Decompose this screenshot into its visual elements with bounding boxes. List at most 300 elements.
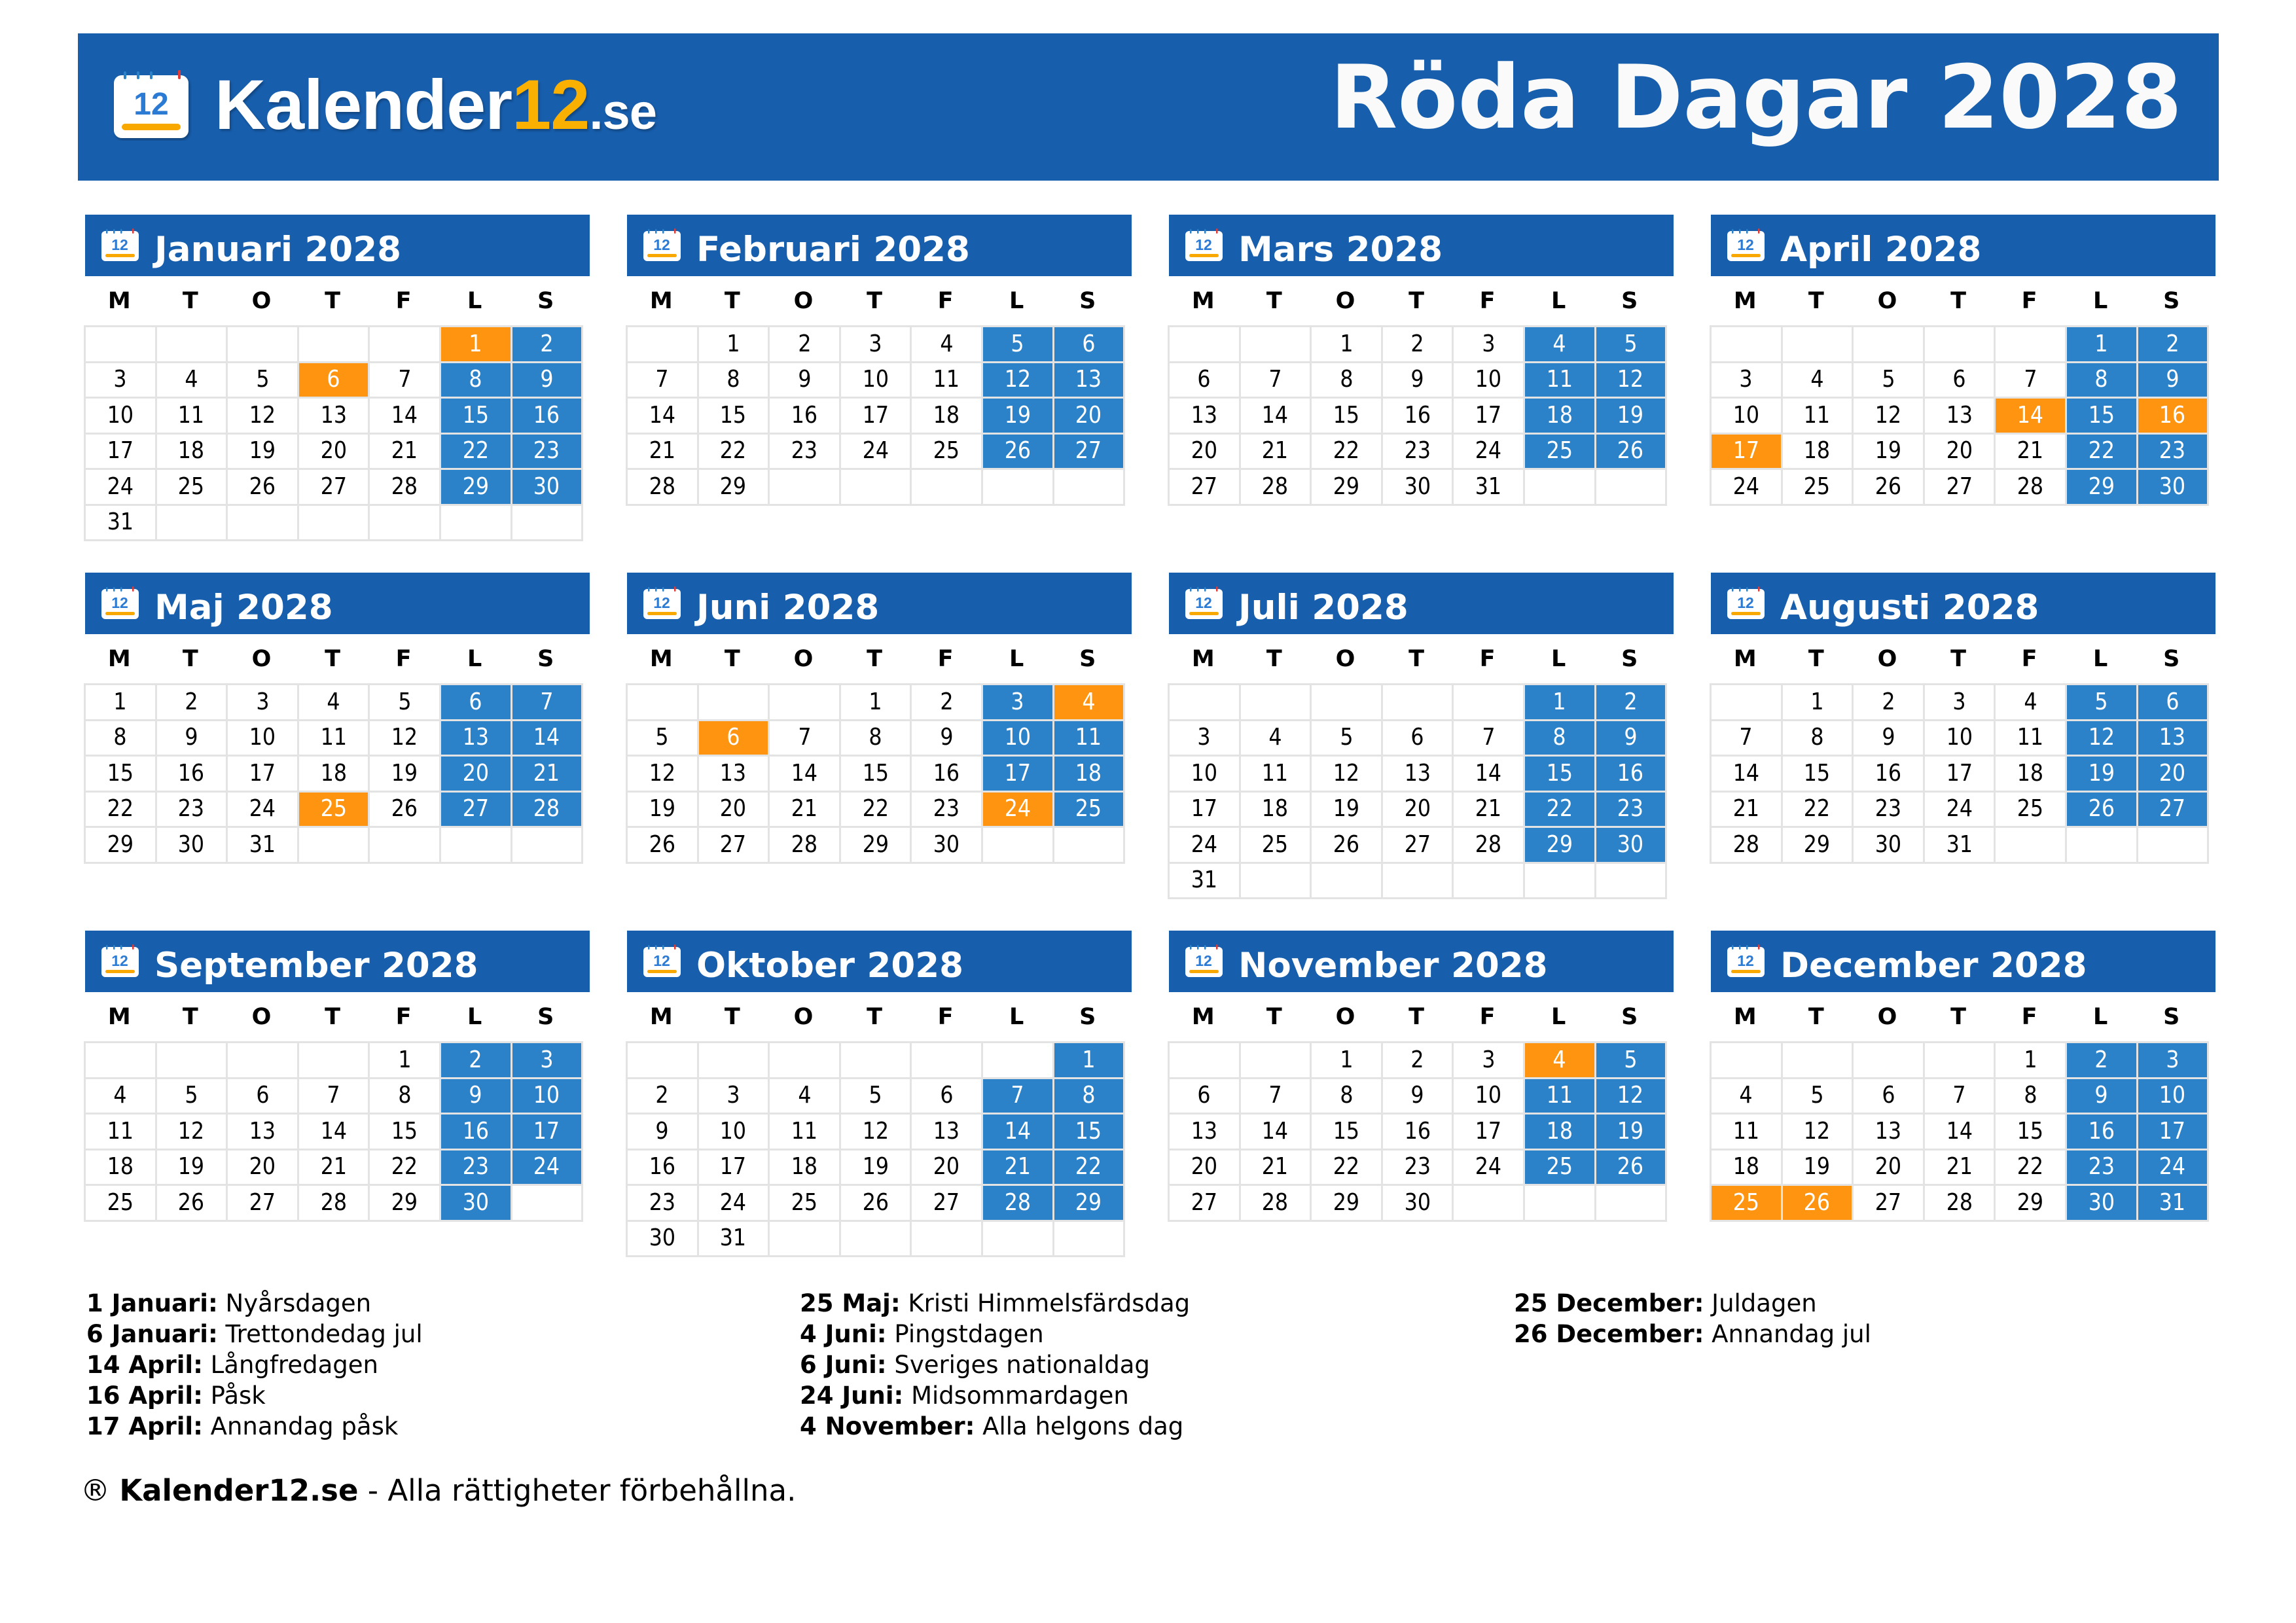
holiday-day-cell[interactable] <box>1783 1186 1852 1220</box>
day-cell[interactable] <box>1312 470 1381 504</box>
weekend-day-cell[interactable] <box>983 757 1052 791</box>
holiday-day-cell[interactable] <box>441 327 511 361</box>
weekend-day-cell[interactable] <box>1525 685 1594 719</box>
day-cell[interactable] <box>912 685 981 719</box>
weekend-day-cell[interactable] <box>2067 1115 2136 1149</box>
day-cell[interactable] <box>912 1186 981 1220</box>
day-cell[interactable] <box>1996 1186 2065 1220</box>
day-cell[interactable] <box>841 399 910 433</box>
day-cell[interactable] <box>1925 399 1994 433</box>
weekend-day-cell[interactable] <box>512 1150 582 1185</box>
day-cell[interactable] <box>228 1079 297 1113</box>
weekend-day-cell[interactable] <box>2067 1150 2136 1185</box>
weekend-day-cell[interactable] <box>983 363 1052 397</box>
day-cell[interactable] <box>1383 1186 1452 1220</box>
day-cell[interactable] <box>1996 1115 2065 1149</box>
day-cell[interactable] <box>841 363 910 397</box>
day-cell[interactable] <box>1854 1115 1923 1149</box>
day-cell[interactable] <box>1783 470 1852 504</box>
weekend-day-cell[interactable] <box>441 1186 511 1220</box>
weekend-day-cell[interactable] <box>512 757 582 791</box>
day-cell[interactable] <box>299 1150 368 1185</box>
weekend-day-cell[interactable] <box>1054 1115 1124 1149</box>
day-cell[interactable] <box>628 363 697 397</box>
day-cell[interactable] <box>1241 793 1310 827</box>
weekend-day-cell[interactable] <box>1054 1043 1124 1077</box>
holiday-day-cell[interactable] <box>983 793 1052 827</box>
day-cell[interactable] <box>1712 721 1781 755</box>
day-cell[interactable] <box>86 1115 155 1149</box>
day-cell[interactable] <box>228 721 297 755</box>
day-cell[interactable] <box>1996 685 2065 719</box>
weekend-day-cell[interactable] <box>2067 793 2136 827</box>
weekend-day-cell[interactable] <box>1596 793 1666 827</box>
day-cell[interactable] <box>370 721 439 755</box>
day-cell[interactable] <box>1854 1079 1923 1113</box>
day-cell[interactable] <box>157 1186 226 1220</box>
weekend-day-cell[interactable] <box>512 327 582 361</box>
weekend-day-cell[interactable] <box>512 793 582 827</box>
day-cell[interactable] <box>1312 1186 1381 1220</box>
day-cell[interactable] <box>86 793 155 827</box>
day-cell[interactable] <box>228 1186 297 1220</box>
day-cell[interactable] <box>1854 828 1923 862</box>
day-cell[interactable] <box>1996 363 2065 397</box>
day-cell[interactable] <box>1454 327 1523 361</box>
weekend-day-cell[interactable] <box>441 685 511 719</box>
weekend-day-cell[interactable] <box>1054 721 1124 755</box>
day-cell[interactable] <box>370 435 439 469</box>
day-cell[interactable] <box>912 721 981 755</box>
weekend-day-cell[interactable] <box>512 1079 582 1113</box>
weekend-day-cell[interactable] <box>1054 1150 1124 1185</box>
day-cell[interactable] <box>1925 721 1994 755</box>
weekend-day-cell[interactable] <box>1054 757 1124 791</box>
weekend-day-cell[interactable] <box>512 1043 582 1077</box>
day-cell[interactable] <box>1854 399 1923 433</box>
weekend-day-cell[interactable] <box>1525 828 1594 862</box>
day-cell[interactable] <box>699 1150 768 1185</box>
day-cell[interactable] <box>912 435 981 469</box>
day-cell[interactable] <box>1241 1079 1310 1113</box>
day-cell[interactable] <box>1783 1115 1852 1149</box>
day-cell[interactable] <box>157 363 226 397</box>
weekend-day-cell[interactable] <box>1596 363 1666 397</box>
day-cell[interactable] <box>1383 399 1452 433</box>
weekend-day-cell[interactable] <box>441 1150 511 1185</box>
day-cell[interactable] <box>1241 828 1310 862</box>
day-cell[interactable] <box>770 721 839 755</box>
day-cell[interactable] <box>699 793 768 827</box>
day-cell[interactable] <box>1383 721 1452 755</box>
day-cell[interactable] <box>1783 363 1852 397</box>
day-cell[interactable] <box>1854 793 1923 827</box>
day-cell[interactable] <box>1783 721 1852 755</box>
day-cell[interactable] <box>86 506 155 540</box>
site-logo[interactable] <box>215 65 656 144</box>
day-cell[interactable] <box>1712 793 1781 827</box>
day-cell[interactable] <box>770 327 839 361</box>
day-cell[interactable] <box>1712 470 1781 504</box>
day-cell[interactable] <box>628 1079 697 1113</box>
day-cell[interactable] <box>370 757 439 791</box>
day-cell[interactable] <box>1925 435 1994 469</box>
day-cell[interactable] <box>370 1150 439 1185</box>
day-cell[interactable] <box>699 399 768 433</box>
day-cell[interactable] <box>1925 685 1994 719</box>
weekend-day-cell[interactable] <box>1525 757 1594 791</box>
weekend-day-cell[interactable] <box>2067 1079 2136 1113</box>
day-cell[interactable] <box>912 399 981 433</box>
day-cell[interactable] <box>1925 470 1994 504</box>
weekend-day-cell[interactable] <box>2067 721 2136 755</box>
day-cell[interactable] <box>1854 1150 1923 1185</box>
day-cell[interactable] <box>1241 399 1310 433</box>
day-cell[interactable] <box>370 685 439 719</box>
day-cell[interactable] <box>628 470 697 504</box>
weekend-day-cell[interactable] <box>1596 1043 1666 1077</box>
day-cell[interactable] <box>228 1150 297 1185</box>
day-cell[interactable] <box>628 828 697 862</box>
day-cell[interactable] <box>1383 363 1452 397</box>
weekend-day-cell[interactable] <box>1054 363 1124 397</box>
day-cell[interactable] <box>1783 793 1852 827</box>
day-cell[interactable] <box>1383 793 1452 827</box>
day-cell[interactable] <box>770 793 839 827</box>
day-cell[interactable] <box>841 327 910 361</box>
weekend-day-cell[interactable] <box>2067 1043 2136 1077</box>
day-cell[interactable] <box>628 757 697 791</box>
weekend-day-cell[interactable] <box>1525 721 1594 755</box>
weekend-day-cell[interactable] <box>1525 1115 1594 1149</box>
weekend-day-cell[interactable] <box>1525 1150 1594 1185</box>
day-cell[interactable] <box>912 793 981 827</box>
weekend-day-cell[interactable] <box>983 1115 1052 1149</box>
day-cell[interactable] <box>157 685 226 719</box>
day-cell[interactable] <box>299 399 368 433</box>
weekend-day-cell[interactable] <box>2067 757 2136 791</box>
day-cell[interactable] <box>157 828 226 862</box>
day-cell[interactable] <box>1170 1150 1239 1185</box>
day-cell[interactable] <box>1925 1115 1994 1149</box>
day-cell[interactable] <box>770 399 839 433</box>
day-cell[interactable] <box>1996 1150 2065 1185</box>
day-cell[interactable] <box>1170 399 1239 433</box>
day-cell[interactable] <box>1170 1079 1239 1113</box>
day-cell[interactable] <box>1996 435 2065 469</box>
day-cell[interactable] <box>370 793 439 827</box>
day-cell[interactable] <box>841 1150 910 1185</box>
day-cell[interactable] <box>1783 828 1852 862</box>
day-cell[interactable] <box>157 793 226 827</box>
day-cell[interactable] <box>628 1186 697 1220</box>
day-cell[interactable] <box>841 793 910 827</box>
weekend-day-cell[interactable] <box>1054 1079 1124 1113</box>
day-cell[interactable] <box>1383 1043 1452 1077</box>
day-cell[interactable] <box>1383 1079 1452 1113</box>
day-cell[interactable] <box>628 435 697 469</box>
day-cell[interactable] <box>157 435 226 469</box>
day-cell[interactable] <box>1312 793 1381 827</box>
day-cell[interactable] <box>157 399 226 433</box>
day-cell[interactable] <box>770 435 839 469</box>
day-cell[interactable] <box>699 828 768 862</box>
day-cell[interactable] <box>1996 470 2065 504</box>
day-cell[interactable] <box>628 721 697 755</box>
day-cell[interactable] <box>86 721 155 755</box>
day-cell[interactable] <box>86 1186 155 1220</box>
day-cell[interactable] <box>1383 1115 1452 1149</box>
day-cell[interactable] <box>1454 793 1523 827</box>
day-cell[interactable] <box>1454 1079 1523 1113</box>
day-cell[interactable] <box>912 757 981 791</box>
day-cell[interactable] <box>841 828 910 862</box>
day-cell[interactable] <box>841 1115 910 1149</box>
day-cell[interactable] <box>1854 1186 1923 1220</box>
day-cell[interactable] <box>86 435 155 469</box>
holiday-day-cell[interactable] <box>299 793 368 827</box>
weekend-day-cell[interactable] <box>2067 327 2136 361</box>
day-cell[interactable] <box>1312 327 1381 361</box>
day-cell[interactable] <box>370 363 439 397</box>
day-cell[interactable] <box>912 828 981 862</box>
day-cell[interactable] <box>1783 1150 1852 1185</box>
day-cell[interactable] <box>228 435 297 469</box>
day-cell[interactable] <box>228 363 297 397</box>
day-cell[interactable] <box>628 1150 697 1185</box>
day-cell[interactable] <box>1925 363 1994 397</box>
weekend-day-cell[interactable] <box>1596 685 1666 719</box>
day-cell[interactable] <box>299 435 368 469</box>
weekend-day-cell[interactable] <box>2138 470 2208 504</box>
weekend-day-cell[interactable] <box>2067 435 2136 469</box>
day-cell[interactable] <box>1454 721 1523 755</box>
day-cell[interactable] <box>770 363 839 397</box>
holiday-day-cell[interactable] <box>699 721 768 755</box>
weekend-day-cell[interactable] <box>1596 828 1666 862</box>
day-cell[interactable] <box>1170 721 1239 755</box>
day-cell[interactable] <box>628 1115 697 1149</box>
weekend-day-cell[interactable] <box>2067 470 2136 504</box>
day-cell[interactable] <box>1312 435 1381 469</box>
day-cell[interactable] <box>1854 757 1923 791</box>
day-cell[interactable] <box>86 399 155 433</box>
footer-brand[interactable]: Kalender12.se <box>119 1473 359 1508</box>
day-cell[interactable] <box>699 1222 768 1256</box>
day-cell[interactable] <box>1241 363 1310 397</box>
day-cell[interactable] <box>86 828 155 862</box>
weekend-day-cell[interactable] <box>2138 793 2208 827</box>
day-cell[interactable] <box>1170 757 1239 791</box>
day-cell[interactable] <box>1783 757 1852 791</box>
weekend-day-cell[interactable] <box>1525 399 1594 433</box>
day-cell[interactable] <box>1454 1115 1523 1149</box>
weekend-day-cell[interactable] <box>2138 435 2208 469</box>
day-cell[interactable] <box>1170 363 1239 397</box>
day-cell[interactable] <box>1170 470 1239 504</box>
day-cell[interactable] <box>770 757 839 791</box>
day-cell[interactable] <box>86 1150 155 1185</box>
weekend-day-cell[interactable] <box>2138 1079 2208 1113</box>
day-cell[interactable] <box>699 757 768 791</box>
day-cell[interactable] <box>1241 757 1310 791</box>
weekend-day-cell[interactable] <box>983 435 1052 469</box>
day-cell[interactable] <box>1454 470 1523 504</box>
day-cell[interactable] <box>1854 435 1923 469</box>
day-cell[interactable] <box>1312 1043 1381 1077</box>
weekend-day-cell[interactable] <box>512 435 582 469</box>
day-cell[interactable] <box>699 1079 768 1113</box>
day-cell[interactable] <box>370 1115 439 1149</box>
day-cell[interactable] <box>1170 1115 1239 1149</box>
day-cell[interactable] <box>1925 1150 1994 1185</box>
weekend-day-cell[interactable] <box>983 327 1052 361</box>
day-cell[interactable] <box>841 1186 910 1220</box>
weekend-day-cell[interactable] <box>2138 1150 2208 1185</box>
weekend-day-cell[interactable] <box>512 399 582 433</box>
weekend-day-cell[interactable] <box>1054 399 1124 433</box>
day-cell[interactable] <box>1996 1079 2065 1113</box>
day-cell[interactable] <box>628 793 697 827</box>
day-cell[interactable] <box>228 399 297 433</box>
day-cell[interactable] <box>1170 864 1239 898</box>
holiday-day-cell[interactable] <box>1525 1043 1594 1077</box>
weekend-day-cell[interactable] <box>2138 757 2208 791</box>
weekend-day-cell[interactable] <box>1525 1079 1594 1113</box>
weekend-day-cell[interactable] <box>2067 685 2136 719</box>
weekend-day-cell[interactable] <box>441 721 511 755</box>
holiday-day-cell[interactable] <box>1054 685 1124 719</box>
day-cell[interactable] <box>1241 435 1310 469</box>
day-cell[interactable] <box>1925 757 1994 791</box>
weekend-day-cell[interactable] <box>512 470 582 504</box>
weekend-day-cell[interactable] <box>512 685 582 719</box>
day-cell[interactable] <box>228 793 297 827</box>
day-cell[interactable] <box>157 1079 226 1113</box>
day-cell[interactable] <box>841 757 910 791</box>
day-cell[interactable] <box>1712 1079 1781 1113</box>
day-cell[interactable] <box>299 685 368 719</box>
day-cell[interactable] <box>299 721 368 755</box>
day-cell[interactable] <box>157 1150 226 1185</box>
weekend-day-cell[interactable] <box>2138 1186 2208 1220</box>
day-cell[interactable] <box>1996 757 2065 791</box>
day-cell[interactable] <box>370 399 439 433</box>
day-cell[interactable] <box>1454 399 1523 433</box>
day-cell[interactable] <box>1454 828 1523 862</box>
day-cell[interactable] <box>299 1186 368 1220</box>
day-cell[interactable] <box>1783 435 1852 469</box>
weekend-day-cell[interactable] <box>512 721 582 755</box>
day-cell[interactable] <box>1170 1186 1239 1220</box>
day-cell[interactable] <box>1383 757 1452 791</box>
weekend-day-cell[interactable] <box>1596 721 1666 755</box>
day-cell[interactable] <box>841 685 910 719</box>
day-cell[interactable] <box>1854 685 1923 719</box>
weekend-day-cell[interactable] <box>441 1079 511 1113</box>
day-cell[interactable] <box>699 327 768 361</box>
day-cell[interactable] <box>1712 1150 1781 1185</box>
day-cell[interactable] <box>370 1186 439 1220</box>
day-cell[interactable] <box>1712 363 1781 397</box>
weekend-day-cell[interactable] <box>983 721 1052 755</box>
day-cell[interactable] <box>86 1079 155 1113</box>
weekend-day-cell[interactable] <box>2138 1043 2208 1077</box>
weekend-day-cell[interactable] <box>441 399 511 433</box>
day-cell[interactable] <box>86 685 155 719</box>
day-cell[interactable] <box>1312 399 1381 433</box>
day-cell[interactable] <box>1925 1079 1994 1113</box>
weekend-day-cell[interactable] <box>441 435 511 469</box>
day-cell[interactable] <box>699 1115 768 1149</box>
weekend-day-cell[interactable] <box>441 1043 511 1077</box>
day-cell[interactable] <box>299 470 368 504</box>
weekend-day-cell[interactable] <box>1525 793 1594 827</box>
day-cell[interactable] <box>841 721 910 755</box>
day-cell[interactable] <box>1170 435 1239 469</box>
day-cell[interactable] <box>1312 828 1381 862</box>
day-cell[interactable] <box>1241 470 1310 504</box>
day-cell[interactable] <box>1241 1115 1310 1149</box>
day-cell[interactable] <box>628 1222 697 1256</box>
weekend-day-cell[interactable] <box>512 1115 582 1149</box>
day-cell[interactable] <box>1925 828 1994 862</box>
weekend-day-cell[interactable] <box>2138 363 2208 397</box>
day-cell[interactable] <box>841 1079 910 1113</box>
weekend-day-cell[interactable] <box>983 1150 1052 1185</box>
weekend-day-cell[interactable] <box>441 470 511 504</box>
day-cell[interactable] <box>157 721 226 755</box>
day-cell[interactable] <box>841 435 910 469</box>
weekend-day-cell[interactable] <box>1596 757 1666 791</box>
day-cell[interactable] <box>1854 721 1923 755</box>
day-cell[interactable] <box>699 435 768 469</box>
weekend-day-cell[interactable] <box>441 757 511 791</box>
weekend-day-cell[interactable] <box>1525 435 1594 469</box>
weekend-day-cell[interactable] <box>441 1115 511 1149</box>
day-cell[interactable] <box>1854 470 1923 504</box>
day-cell[interactable] <box>1454 1043 1523 1077</box>
day-cell[interactable] <box>1383 327 1452 361</box>
day-cell[interactable] <box>699 1186 768 1220</box>
holiday-day-cell[interactable] <box>1712 1186 1781 1220</box>
weekend-day-cell[interactable] <box>2138 1115 2208 1149</box>
day-cell[interactable] <box>1454 363 1523 397</box>
weekend-day-cell[interactable] <box>1596 399 1666 433</box>
day-cell[interactable] <box>1241 721 1310 755</box>
day-cell[interactable] <box>1383 435 1452 469</box>
day-cell[interactable] <box>1712 828 1781 862</box>
day-cell[interactable] <box>157 757 226 791</box>
weekend-day-cell[interactable] <box>1054 327 1124 361</box>
weekend-day-cell[interactable] <box>983 399 1052 433</box>
holiday-day-cell[interactable] <box>1996 399 2065 433</box>
day-cell[interactable] <box>299 1079 368 1113</box>
day-cell[interactable] <box>699 363 768 397</box>
day-cell[interactable] <box>1996 1043 2065 1077</box>
weekend-day-cell[interactable] <box>2138 721 2208 755</box>
weekend-day-cell[interactable] <box>2067 363 2136 397</box>
weekend-day-cell[interactable] <box>1596 1079 1666 1113</box>
day-cell[interactable] <box>299 1115 368 1149</box>
weekend-day-cell[interactable] <box>1054 793 1124 827</box>
weekend-day-cell[interactable] <box>1596 1115 1666 1149</box>
day-cell[interactable] <box>1241 1186 1310 1220</box>
day-cell[interactable] <box>86 363 155 397</box>
day-cell[interactable] <box>1454 1150 1523 1185</box>
day-cell[interactable] <box>228 828 297 862</box>
day-cell[interactable] <box>1996 793 2065 827</box>
